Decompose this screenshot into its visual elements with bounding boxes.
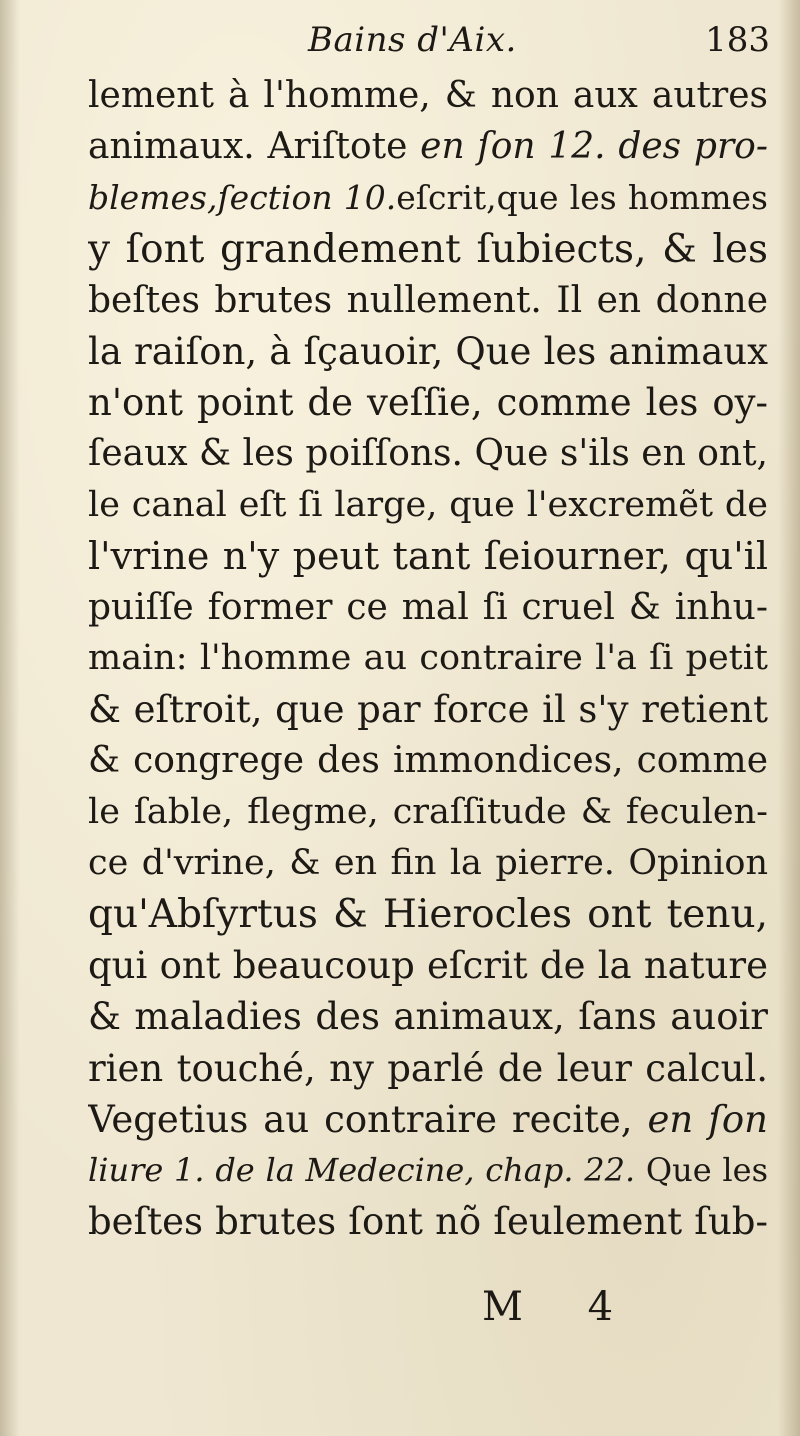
text-line xyxy=(88,377,768,428)
text-line xyxy=(88,1145,768,1196)
text-line xyxy=(88,940,768,991)
text-segment: le canal eſt ſi large, que l'excremẽt de xyxy=(88,484,768,525)
text-segment: ce d'vrine, & en fin la pierre. Opinion xyxy=(88,842,768,883)
text-line xyxy=(88,326,768,377)
text-segment: puiſſe former ce mal ſi cruel & inhu- xyxy=(88,586,768,628)
text-segment: y ſont grandement ſubiects, & les xyxy=(88,226,768,272)
text-segment: & congrege des immondices, comme xyxy=(88,740,768,782)
text-segment: qu'Abſyrtus & Hierocles ont tenu, xyxy=(88,892,768,937)
running-head xyxy=(90,14,770,64)
signature-mark: M 4 xyxy=(482,1284,640,1330)
text-segment: rien touché, ny parlé de leur calcul. xyxy=(88,1046,768,1090)
text-segment: main: l'homme au contraire l'a ſi petit xyxy=(88,638,768,679)
page-edge xyxy=(778,0,800,1436)
italic-segment: blemes,ſection xyxy=(88,178,333,218)
text-segment: l'vrine n'y peut tant ſeiourner, qu'il xyxy=(88,533,768,578)
text-segment: lement à l'homme, & non aux autres xyxy=(88,75,768,116)
text-line xyxy=(88,275,768,326)
text-segment: eſcrit,que les hommes xyxy=(396,178,768,218)
text-segment: Vegetius au contraire recite, xyxy=(88,1097,648,1141)
text-segment: animaux. Ariſtote xyxy=(88,126,421,168)
text-line xyxy=(88,428,768,479)
text-line xyxy=(88,172,768,223)
text-segment: & eſtroit, que par force il s'y retient xyxy=(88,688,768,732)
text-line xyxy=(88,735,768,786)
italic-segment: en ſon xyxy=(647,1097,768,1141)
text-line xyxy=(88,70,768,121)
text-line xyxy=(88,1043,768,1094)
gutter-shadow xyxy=(0,0,20,1436)
page-number: 183 xyxy=(705,20,770,60)
italic-segment: en ſon 12. des pro- xyxy=(420,126,768,168)
text-line xyxy=(88,1094,768,1145)
text-segment: ſeaux & les poiſſons. Que s'ils en ont, xyxy=(88,433,768,475)
text-line xyxy=(88,889,768,940)
text-segment xyxy=(333,178,344,217)
body-text xyxy=(88,70,768,1247)
italic-segment: 10. xyxy=(343,178,397,218)
text-line xyxy=(88,224,768,275)
text-line xyxy=(88,582,768,633)
italic-segment: liure 1. de la Medecine, chap. 22. xyxy=(88,1150,636,1189)
text-segment: le ſable, flegme, craſſitude & feculen- xyxy=(88,791,768,832)
text-line xyxy=(88,684,768,735)
text-line xyxy=(88,633,768,684)
text-line xyxy=(88,838,768,889)
text-line xyxy=(88,480,768,531)
text-segment: beſtes brutes nullement. Il en donne xyxy=(88,279,768,321)
text-segment: beſtes brutes ſont nõ ſeulement ſub- xyxy=(88,1200,768,1244)
running-head-title: Bains d'Aix. xyxy=(308,20,517,60)
text-segment: qui ont beaucoup eſcrit de la nature xyxy=(88,944,768,988)
text-line xyxy=(88,1196,768,1247)
text-segment: n'ont point de veſſie, comme les oy- xyxy=(88,381,768,425)
text-line xyxy=(88,121,768,172)
text-line xyxy=(88,787,768,838)
text-segment: & maladies des animaux, ſans auoir xyxy=(88,995,768,1039)
text-segment: Que les xyxy=(635,1150,768,1189)
text-line xyxy=(88,991,768,1042)
text-segment: la raiſon, à ſçauoir, Que les animaux xyxy=(88,329,768,373)
text-line xyxy=(88,531,768,582)
